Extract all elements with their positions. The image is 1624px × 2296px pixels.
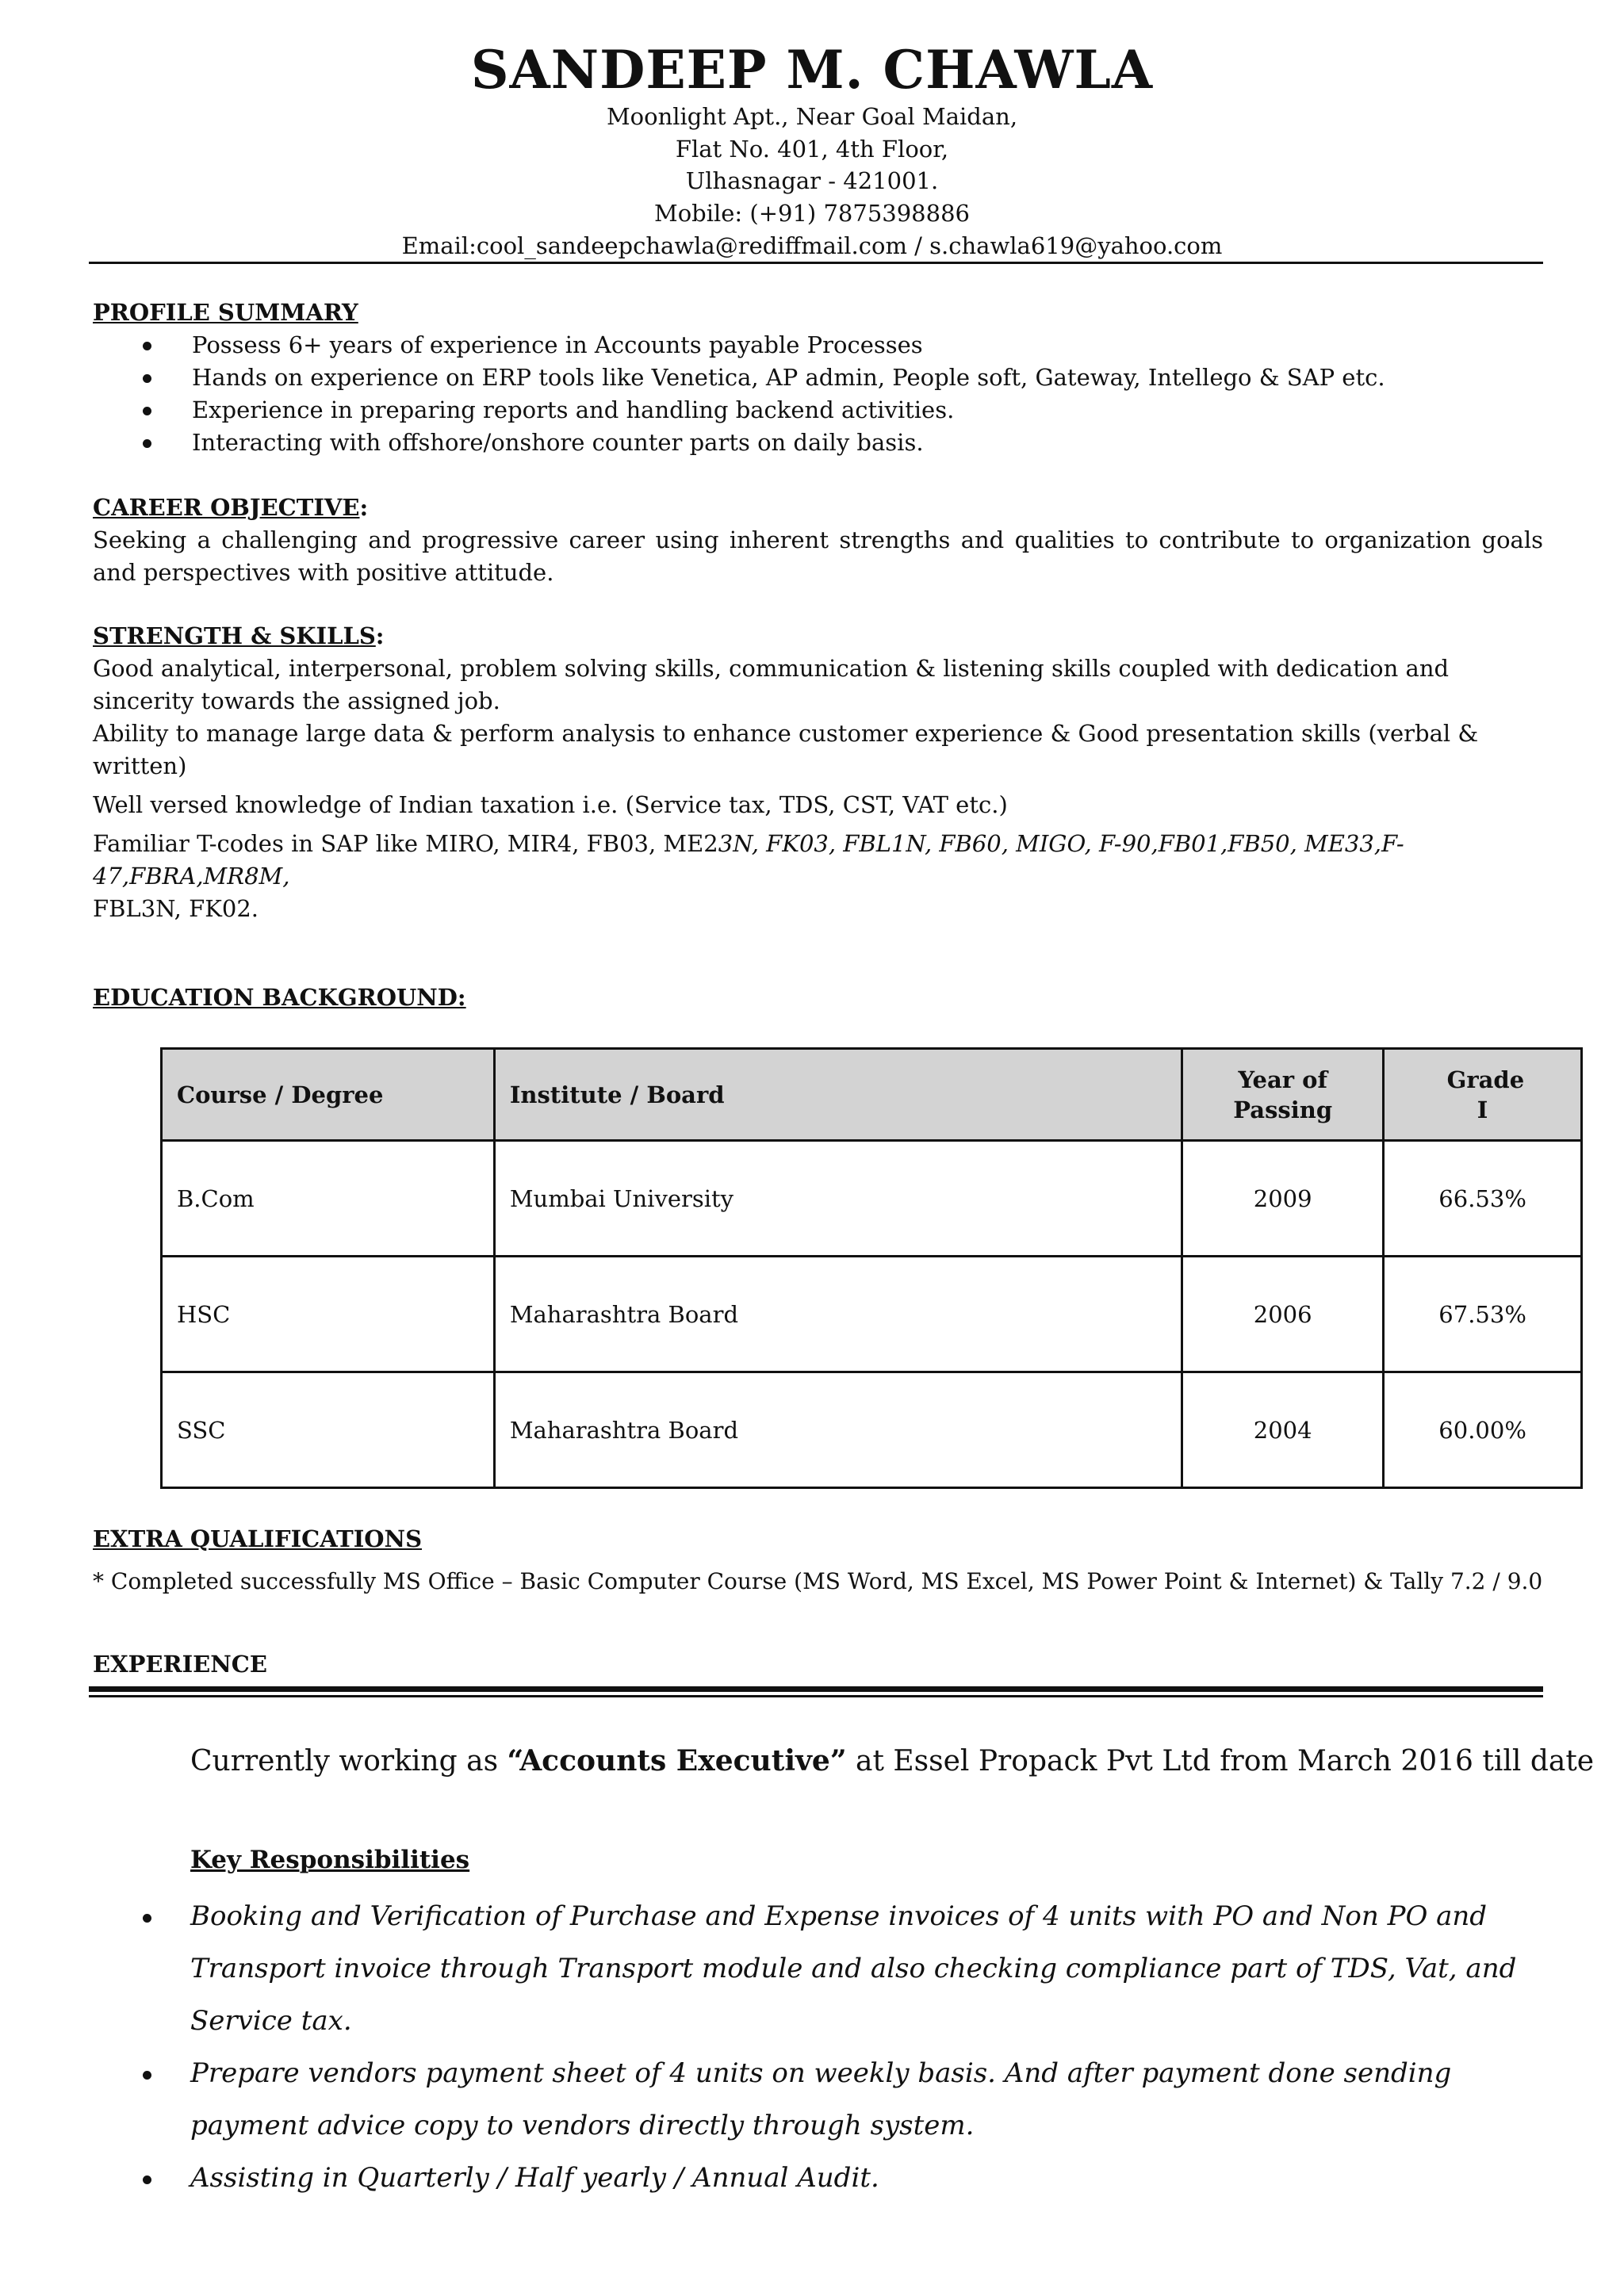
- list-item: [119, 2047, 1545, 2152]
- career-objective-heading: CAREER OBJECTIVE: [93, 494, 360, 521]
- table-row: [162, 1257, 1582, 1372]
- table-header-row: [162, 1049, 1582, 1141]
- bullet-icon: [143, 439, 151, 448]
- education-heading: EDUCATION BACKGROUND:: [93, 984, 466, 1011]
- heading-colon: :: [359, 494, 369, 521]
- column-header-course: Course / Degree: [162, 1049, 495, 1141]
- career-objective-section: [93, 492, 1543, 589]
- address-line-2: Flat No. 401, 4th Floor,: [675, 136, 949, 163]
- cell-institute: Maharashtra Board: [494, 1372, 1182, 1488]
- key-responsibilities-heading: Key Responsibilities: [190, 1846, 470, 1874]
- heading-colon: :: [375, 622, 385, 649]
- bullet-icon: [143, 2071, 151, 2080]
- bullet-icon: [143, 2175, 151, 2184]
- list-item-text: Interacting with offshore/onshore counter parts on daily basis.: [192, 429, 924, 456]
- list-item: [93, 362, 1543, 394]
- cell-year: 2009: [1182, 1141, 1384, 1257]
- bullet-icon: [143, 1914, 151, 1923]
- profile-summary-section: [93, 297, 1543, 459]
- column-header-grade: [1384, 1049, 1582, 1141]
- list-item-text: Assisting in Quarterly / Half yearly / Annual Audit.: [190, 2162, 879, 2194]
- address-line-1: Moonlight Apt., Near Goal Maidan,: [606, 103, 1018, 130]
- education-section: [93, 982, 1543, 1014]
- column-header-year-text: Year of Passing: [1233, 1066, 1333, 1123]
- cell-year: 2004: [1182, 1372, 1384, 1488]
- experience-divider: [89, 1686, 1543, 1697]
- cell-year: 2006: [1182, 1257, 1384, 1372]
- table-row: [162, 1141, 1582, 1257]
- cell-course: B.Com: [162, 1141, 495, 1257]
- responsibilities-list: [119, 1890, 1545, 2204]
- list-item-text: Experience in preparing reports and handling backend activities.: [192, 396, 955, 423]
- experience-section: [93, 1648, 1543, 1681]
- list-item-text: Possess 6+ years of experience in Accounts payable Processes: [192, 331, 923, 358]
- education-table: [160, 1047, 1583, 1489]
- cell-course: SSC: [162, 1372, 495, 1488]
- list-item: [119, 1890, 1545, 2047]
- cell-grade: 66.53%: [1384, 1141, 1582, 1257]
- tcodes-paragraph: [93, 828, 1543, 925]
- list-item-text: Hands on experience on ERP tools like Venetica, AP admin, People soft, Gateway, Intellego & SAP etc.: [192, 364, 1385, 391]
- extra-qualifications-heading: EXTRA QUALIFICATIONS: [93, 1525, 423, 1552]
- tcodes-text: Familiar T-codes in SAP like MIRO, MIR4, FB03, ME2: [93, 830, 718, 857]
- current-prefix: Currently working as: [190, 1745, 508, 1777]
- cell-institute: Mumbai University: [494, 1141, 1182, 1257]
- cell-course: HSC: [162, 1257, 495, 1372]
- current-suffix: at Essel Propack Pvt Ltd from March 2016 till date: [846, 1745, 1595, 1777]
- list-item: [93, 394, 1543, 427]
- column-header-institute: Institute / Board: [494, 1049, 1182, 1141]
- strength-skills-heading: STRENGTH & SKILLS: [93, 622, 376, 649]
- profile-summary-heading: PROFILE SUMMARY: [93, 299, 358, 326]
- experience-heading: EXPERIENCE: [93, 1651, 267, 1678]
- cell-institute: Maharashtra Board: [494, 1257, 1182, 1372]
- extra-qualifications-section: [93, 1523, 1543, 1598]
- email-line: Email:cool_sandeepchawla@rediffmail.com / s.chawla619@yahoo.com: [401, 232, 1223, 259]
- candidate-name: SANDEEP M. CHAWLA: [470, 39, 1154, 101]
- column-header-grade-text: Grade I: [1446, 1066, 1525, 1123]
- address-line-3: Ulhasnagar - 421001.: [685, 167, 939, 194]
- list-item-text: Booking and Verification of Purchase and Expense invoices of 4 units with PO and Non PO and Transport invoice through Transport module and also checking compliance part of TDS, Vat, and Service tax.: [190, 1900, 1517, 2037]
- tcodes-end-text: FBL3N, FK02.: [93, 895, 259, 922]
- current-role: “Accounts Executive”: [507, 1744, 847, 1777]
- skills-paragraph: Well versed knowledge of Indian taxation i.e. (Service tax, TDS, CST, VAT etc.): [93, 791, 1008, 818]
- current-position: [190, 1742, 1594, 1781]
- column-header-year: [1182, 1049, 1384, 1141]
- table-row: [162, 1372, 1582, 1488]
- list-item: [93, 329, 1543, 362]
- cell-grade: 67.53%: [1384, 1257, 1582, 1372]
- header-divider: [89, 262, 1543, 264]
- cell-grade: 60.00%: [1384, 1372, 1582, 1488]
- skills-paragraph: Good analytical, interpersonal, problem solving skills, communication & listening skills coupled with dedication and sincerity towards the assigned job.: [93, 655, 1450, 714]
- bullet-icon: [143, 374, 151, 383]
- tcodes-italic-text: 3N, FK03, FBL1N, FB60, MIGO, F-90,FB01,FB50, ME33,F-47,FBRA,MR8M,: [93, 830, 1404, 890]
- list-item: [93, 427, 1543, 459]
- extra-qualifications-text: * Completed successfully MS Office – Basic Computer Course (MS Word, MS Excel, MS Power Point & Internet) & Tally 7.2 / 9.0: [93, 1568, 1543, 1594]
- strength-skills-section: [93, 620, 1543, 925]
- skills-paragraph: Ability to manage large data & perform analysis to enhance customer experience & Good presentation skills (verbal & written): [93, 720, 1479, 779]
- profile-summary-list: [93, 329, 1543, 459]
- career-objective-text: Seeking a challenging and progressive career using inherent strengths and qualities to contribute to organization goals and perspectives with positive attitude.: [93, 526, 1543, 586]
- mobile-line: Mobile: (+91) 7875398886: [654, 200, 970, 227]
- list-item-text: Prepare vendors payment sheet of 4 units on weekly basis. And after payment done sending payment advice copy to vendors directly through system.: [190, 2057, 1452, 2141]
- bullet-icon: [143, 407, 151, 415]
- list-item: [119, 2152, 1545, 2204]
- bullet-icon: [143, 342, 151, 350]
